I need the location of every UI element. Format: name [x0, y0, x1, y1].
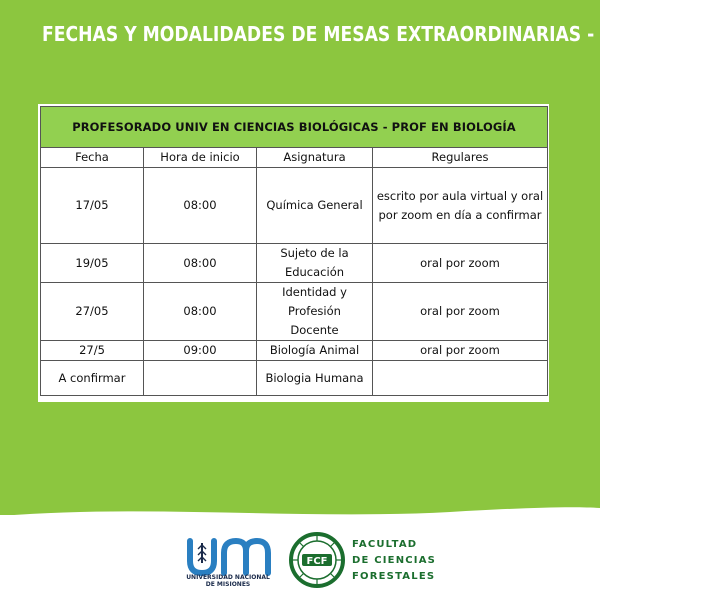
footer-logos	[0, 525, 600, 600]
schedule-table-card	[38, 104, 549, 402]
faculty-line: DE CIENCIAS	[352, 555, 437, 566]
university-name	[172, 574, 284, 588]
cell-line: oral por zoom	[420, 304, 500, 318]
cell-hora: 08:00	[144, 168, 257, 244]
column-header-regulares: Regulares	[373, 148, 548, 168]
cell-regulares	[373, 283, 548, 341]
cell-fecha: 27/5	[41, 341, 144, 361]
table-row	[41, 361, 548, 396]
fcf-logo	[288, 531, 346, 589]
table-header-row	[41, 148, 548, 168]
cell-asignatura	[257, 283, 373, 341]
cell-regulares	[373, 361, 548, 396]
table-title-row	[41, 107, 548, 148]
cell-line: Educación	[284, 265, 345, 279]
cell-hora: 08:00	[144, 244, 257, 283]
cell-line: Química General	[266, 198, 363, 212]
cell-asignatura	[257, 341, 373, 361]
cell-line: oral por zoom	[420, 255, 500, 270]
table-row	[41, 341, 548, 361]
table-row	[41, 283, 548, 341]
cell-hora: 08:00	[144, 283, 257, 341]
cell-line: Sujeto de la	[280, 246, 349, 260]
cell-line: escrito por aula virtual y oral	[376, 188, 544, 203]
faculty-line: FORESTALES	[352, 571, 436, 582]
table-title: PROFESORADO UNIV EN CIENCIAS BIOLÓGICAS - PROF EN BIOLOGÍA	[41, 107, 548, 148]
faculty-line: FACULTAD	[352, 539, 418, 550]
cell-line: Profesión	[288, 304, 341, 318]
cell-fecha: 17/05	[41, 168, 144, 244]
column-header-asignatura: Asignatura	[257, 148, 373, 168]
cell-regulares	[373, 244, 548, 283]
cell-asignatura	[257, 244, 373, 283]
cell-fecha: 27/05	[41, 283, 144, 341]
cell-line: Biologia Humana	[265, 370, 364, 385]
cell-line: Docente	[290, 323, 339, 337]
faculty-name	[352, 537, 436, 585]
cell-asignatura	[257, 168, 373, 244]
cell-hora	[144, 361, 257, 396]
cell-line: Biología Animal	[269, 343, 360, 357]
cell-line: oral por zoom	[420, 343, 500, 357]
cell-fecha: A confirmar	[41, 361, 144, 396]
cell-asignatura	[257, 361, 373, 396]
page-title: FECHAS Y MODALIDADES DE MESAS EXTRAORDINARIAS - MAYO 2021	[42, 22, 709, 46]
table-row	[41, 244, 548, 283]
column-header-hora: Hora de inicio	[144, 148, 257, 168]
university-line: DE MISIONES	[205, 581, 251, 588]
cell-fecha: 19/05	[41, 244, 144, 283]
table-row	[41, 168, 548, 244]
cell-hora: 09:00	[144, 341, 257, 361]
university-line: UNIVERSIDAD NACIONAL	[186, 574, 270, 581]
svg-text:FCF: FCF	[306, 556, 328, 567]
wave-divider	[0, 490, 600, 530]
column-header-fecha: Fecha	[41, 148, 144, 168]
cell-regulares	[373, 168, 548, 244]
cell-regulares	[373, 341, 548, 361]
schedule-table	[40, 106, 548, 396]
cell-line: Identidad y	[282, 285, 347, 299]
cell-line: por zoom en día a confirmar	[378, 207, 542, 222]
